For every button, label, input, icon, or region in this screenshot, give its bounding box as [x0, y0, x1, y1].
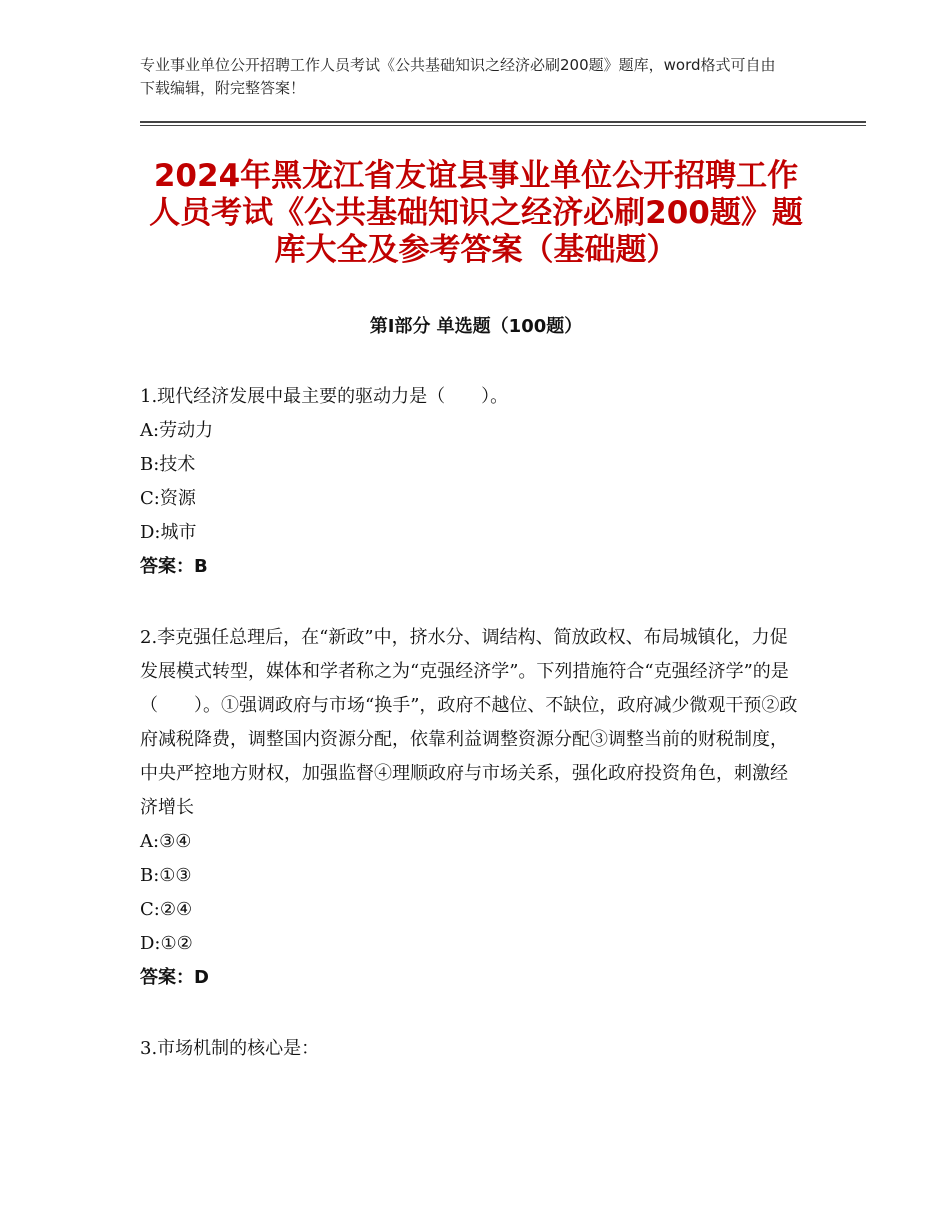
option-b: B:技术	[140, 454, 196, 475]
header-rule-thin	[140, 125, 866, 126]
option-d: D:城市	[140, 522, 197, 543]
question-stem: 3.市场机制的核心是：	[140, 1038, 320, 1059]
answer: 答案：D	[140, 967, 209, 988]
document-title: 2024年黑龙江省友谊县事业单位公开招聘工作人员考试《公共基础知识之经济必刷200题》题库大全及参考答案（基础题）	[149, 158, 803, 268]
option-a: A:劳动力	[140, 420, 214, 441]
question-stem: 2.李克强任总理后，在“新政”中，挤水分、调结构、简放政权、布局城镇化，力促发展模式转型，媒体和学者称之为“克强经济学”。下列措施符合“克强经济学”的是（ ）。①强调政府与市场“换手”，政府不越位、不缺位，政府减少微观干预②政府减税降费，调整国内资源分配，依靠利益调整资源分配③调整当前的财税制度，中央严控地方财权，加强监督④理顺政府与市场关系，强化政府投资角色，刺激经济增长	[140, 627, 798, 818]
header-rule-thick	[140, 121, 866, 123]
option-a: A:③④	[140, 831, 192, 852]
option-b: B:①③	[140, 865, 192, 886]
option-c: C:资源	[140, 488, 196, 509]
question-1	[140, 380, 800, 584]
question-2	[140, 621, 800, 995]
option-c: C:②④	[140, 899, 193, 920]
question-3	[140, 1032, 800, 1066]
option-d: D:①②	[140, 933, 193, 954]
question-list	[140, 380, 800, 1103]
header-note: 专业事业单位公开招聘工作人员考试《公共基础知识之经济必刷200题》题库，word格式可自由下载编辑，附完整答案！	[140, 56, 776, 97]
section-title: 第Ⅰ部分 单选题（100题）	[369, 316, 583, 337]
question-stem: 1.现代经济发展中最主要的驱动力是（ ）。	[140, 386, 509, 407]
answer: 答案：B	[140, 556, 208, 577]
